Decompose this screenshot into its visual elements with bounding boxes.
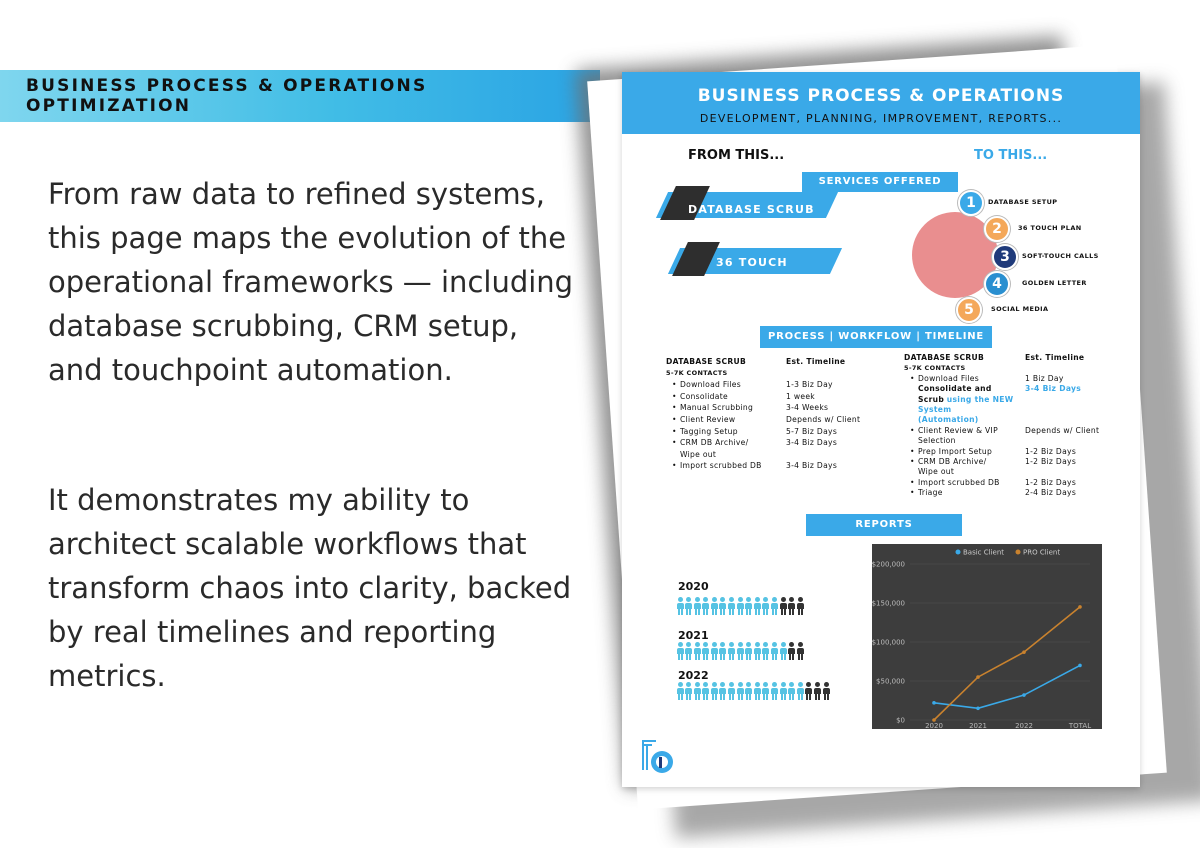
x-tick-label: 2022 bbox=[1015, 722, 1033, 729]
x-tick-label: 2021 bbox=[969, 722, 987, 729]
automation-note: (Automation) bbox=[918, 415, 979, 425]
pictogram-year: 2021 bbox=[678, 629, 709, 642]
from-label: FROM THIS... bbox=[688, 148, 785, 163]
process-step-continued: Wipe out bbox=[680, 449, 717, 459]
process-step-continued: Wipe out bbox=[918, 467, 955, 477]
person-icon bbox=[788, 682, 796, 700]
person-icon bbox=[779, 597, 787, 615]
person-icon bbox=[796, 682, 804, 700]
person-icon bbox=[685, 597, 693, 615]
person-icon bbox=[779, 642, 787, 660]
person-icon bbox=[753, 597, 761, 615]
service-number-badge: 3 bbox=[992, 244, 1018, 270]
column-heading: DATABASE SCRUB bbox=[666, 357, 747, 366]
timeline-value: 3-4 Weeks bbox=[786, 403, 829, 413]
person-icon bbox=[762, 682, 770, 700]
process-step-continued: Selection bbox=[918, 436, 956, 446]
timeline-heading: Est. Timeline bbox=[786, 357, 846, 366]
person-icon bbox=[728, 682, 736, 700]
pictogram-row bbox=[676, 682, 831, 700]
person-icon bbox=[685, 642, 693, 660]
person-icon bbox=[779, 682, 787, 700]
timeline-value: 3-4 Biz Days bbox=[786, 461, 838, 471]
pictogram-row bbox=[676, 642, 805, 660]
person-icon bbox=[693, 597, 701, 615]
automation-note: using the NEW bbox=[946, 394, 1014, 404]
timeline-value: 1-3 Biz Day bbox=[786, 380, 833, 390]
data-point bbox=[1078, 605, 1082, 609]
person-icon bbox=[788, 597, 796, 615]
legend-label: Basic Client bbox=[963, 548, 1005, 557]
process-step: • Consolidate bbox=[666, 391, 762, 403]
pictogram-year: 2022 bbox=[678, 669, 709, 682]
document-preview bbox=[622, 72, 1140, 787]
person-icon bbox=[805, 682, 813, 700]
person-icon bbox=[710, 682, 718, 700]
process-step: Scrub bbox=[918, 394, 945, 404]
person-icon bbox=[788, 642, 796, 660]
process-step: • Download Files bbox=[904, 374, 1013, 384]
line-chart bbox=[872, 544, 1102, 729]
document-subtitle: DEVELOPMENT, PLANNING, IMPROVEMENT, REPORTS... bbox=[699, 112, 1063, 125]
timeline-heading: Est. Timeline bbox=[1025, 353, 1085, 362]
process-step: • Tagging Setup bbox=[666, 426, 762, 438]
x-tick-label: TOTAL bbox=[1068, 722, 1092, 729]
data-point bbox=[932, 718, 936, 722]
to-label: TO THIS... bbox=[974, 148, 1048, 163]
x-tick-label: 2020 bbox=[925, 722, 943, 729]
banner-title: BUSINESS PROCESS & OPERATIONS OPTIMIZATION bbox=[26, 76, 428, 116]
process-step: • CRM DB Archive/ bbox=[904, 457, 1013, 467]
person-icon bbox=[762, 597, 770, 615]
data-point bbox=[1022, 650, 1026, 654]
timeline-value: 1-2 Biz Days bbox=[1025, 446, 1077, 456]
y-tick-label: $50,000 bbox=[876, 677, 905, 686]
brand-logo-icon bbox=[640, 738, 676, 778]
process-step: • Triage bbox=[904, 488, 1013, 498]
timeline-value: Depends w/ Client bbox=[786, 414, 861, 424]
person-icon bbox=[702, 682, 710, 700]
pictogram-year: 2020 bbox=[678, 580, 709, 593]
service-number-badge: 5 bbox=[956, 297, 982, 323]
pictogram-row bbox=[676, 597, 805, 615]
person-icon bbox=[676, 597, 684, 615]
y-tick-label: $100,000 bbox=[872, 638, 905, 647]
intro-paragraph-1: From raw data to refined systems, this page maps the evolution of the operational frameworks — including database scrubbing, CRM setup, and touchpoint automation. bbox=[48, 177, 574, 387]
document-title: BUSINESS PROCESS & OPERATIONS bbox=[697, 86, 1065, 106]
person-icon bbox=[745, 682, 753, 700]
ribbon-label: DATABASE SCRUB bbox=[688, 203, 815, 216]
data-point bbox=[1022, 693, 1026, 697]
process-step: • Import scrubbed DB bbox=[666, 460, 762, 472]
person-icon bbox=[702, 597, 710, 615]
reports-label: REPORTS bbox=[806, 514, 962, 536]
timeline-column-left bbox=[786, 356, 860, 472]
service-number-badge: 4 bbox=[984, 271, 1010, 297]
timeline-value: 3-4 Biz Days bbox=[1025, 384, 1082, 394]
person-icon bbox=[753, 642, 761, 660]
column-subheading: 5-7K CONTACTS bbox=[666, 368, 728, 377]
person-icon bbox=[771, 597, 779, 615]
service-label: SOCIAL MEDIA bbox=[991, 305, 1049, 313]
process-step: • Client Review bbox=[666, 414, 762, 426]
data-point bbox=[1078, 664, 1082, 668]
data-point bbox=[976, 707, 980, 711]
person-icon bbox=[771, 682, 779, 700]
intro-paragraph-2: It demonstrates my ability to architect scalable workflows that transform chaos into clarity, backed by real timelines and reporting metrics. bbox=[48, 483, 572, 693]
person-icon bbox=[728, 642, 736, 660]
person-icon bbox=[676, 682, 684, 700]
ribbon-label: 36 TOUCH bbox=[716, 256, 788, 269]
document-header bbox=[622, 72, 1140, 134]
process-step: • Import scrubbed DB bbox=[904, 478, 1013, 488]
person-icon bbox=[762, 642, 770, 660]
automation-note: System bbox=[918, 405, 952, 415]
person-icon bbox=[685, 682, 693, 700]
services-offered-label: SERVICES OFFERED bbox=[802, 172, 958, 192]
person-icon bbox=[710, 642, 718, 660]
timeline-column-right bbox=[1025, 353, 1099, 499]
person-icon bbox=[702, 642, 710, 660]
timeline-value: 1-2 Biz Days bbox=[1025, 477, 1077, 487]
data-point bbox=[976, 675, 980, 679]
person-icon bbox=[728, 597, 736, 615]
process-step: • Client Review & VIP bbox=[904, 426, 1013, 436]
person-icon bbox=[693, 682, 701, 700]
person-icon bbox=[753, 682, 761, 700]
person-icon bbox=[719, 642, 727, 660]
service-number-badge: 2 bbox=[984, 216, 1010, 242]
service-label: GOLDEN LETTER bbox=[1022, 279, 1087, 287]
timeline-value: 3-4 Biz Days bbox=[786, 438, 838, 448]
process-step: Consolidate and bbox=[918, 384, 992, 394]
person-icon bbox=[796, 597, 804, 615]
process-step: • CRM DB Archive/ bbox=[666, 437, 762, 449]
reports-chart bbox=[872, 544, 1102, 729]
legend-marker bbox=[1016, 550, 1021, 555]
person-icon bbox=[796, 642, 804, 660]
timeline-value: 1 week bbox=[786, 391, 815, 401]
section-banner bbox=[0, 70, 600, 122]
timeline-value: 1-2 Biz Days bbox=[1025, 457, 1077, 467]
person-icon bbox=[745, 597, 753, 615]
service-label: SOFT-TOUCH CALLS bbox=[1022, 252, 1099, 260]
process-column-left bbox=[666, 356, 762, 472]
y-tick-label: $0 bbox=[896, 716, 905, 725]
timeline-value: 5-7 Biz Days bbox=[786, 426, 838, 436]
y-tick-label: $200,000 bbox=[872, 560, 905, 569]
person-icon bbox=[736, 642, 744, 660]
service-number-badge: 1 bbox=[958, 190, 984, 216]
person-icon bbox=[710, 597, 718, 615]
process-step: • Download Files bbox=[666, 379, 762, 391]
person-icon bbox=[822, 682, 830, 700]
timeline-value: 2-4 Biz Days bbox=[1025, 488, 1077, 498]
person-icon bbox=[693, 642, 701, 660]
service-label: 36 TOUCH PLAN bbox=[1018, 224, 1082, 232]
timeline-value: Depends w/ Client bbox=[1025, 425, 1100, 435]
process-workflow-label: PROCESS | WORKFLOW | TIMELINE bbox=[760, 326, 992, 348]
series-line bbox=[934, 607, 1080, 720]
person-icon bbox=[736, 597, 744, 615]
legend-marker bbox=[956, 550, 961, 555]
column-subheading: 5-7K CONTACTS bbox=[904, 364, 966, 373]
person-icon bbox=[771, 642, 779, 660]
series-line bbox=[934, 665, 1080, 708]
person-icon bbox=[814, 682, 822, 700]
person-icon bbox=[719, 597, 727, 615]
process-column-right bbox=[904, 353, 1013, 499]
person-icon bbox=[676, 642, 684, 660]
person-icon bbox=[745, 642, 753, 660]
legend-label: PRO Client bbox=[1023, 548, 1061, 557]
process-step: • Manual Scrubbing bbox=[666, 402, 762, 414]
y-tick-label: $150,000 bbox=[872, 599, 905, 608]
timeline-value: 1 Biz Day bbox=[1025, 373, 1064, 383]
data-point bbox=[932, 701, 936, 705]
service-label: DATABASE SETUP bbox=[988, 198, 1058, 206]
process-step: • Prep Import Setup bbox=[904, 447, 1013, 457]
column-heading: DATABASE SCRUB bbox=[904, 353, 985, 362]
person-icon bbox=[719, 682, 727, 700]
person-icon bbox=[736, 682, 744, 700]
